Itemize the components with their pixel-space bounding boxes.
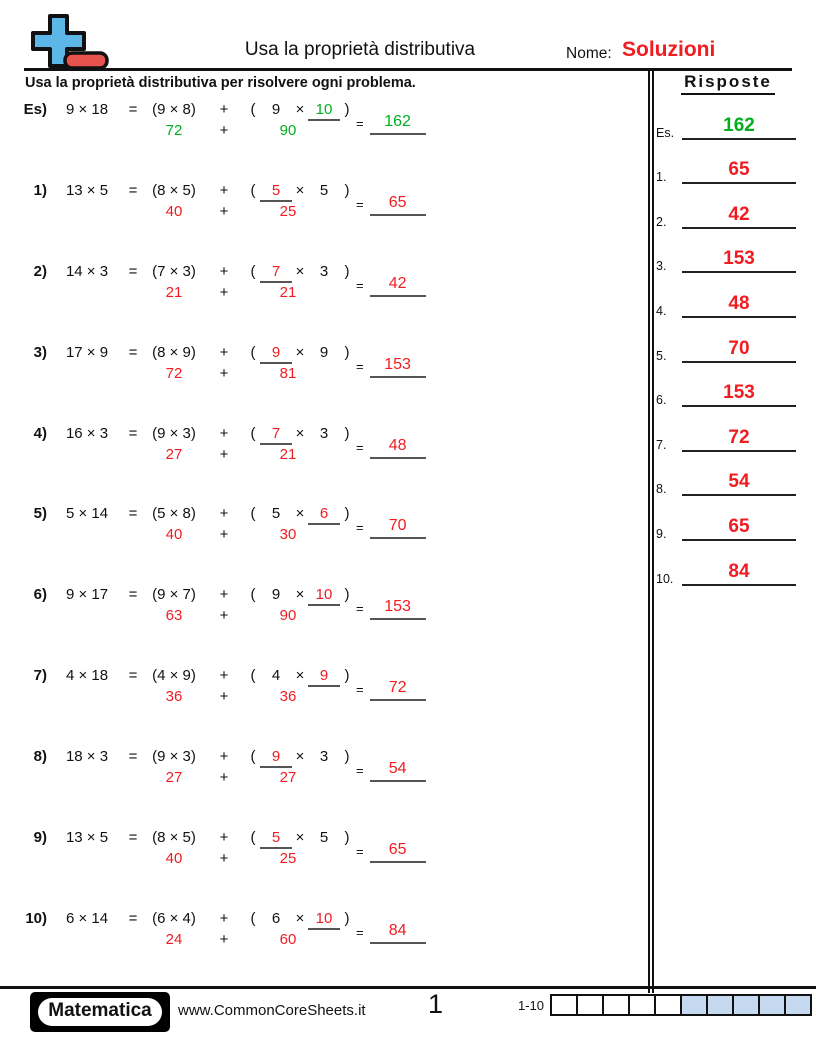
answer-entry-value: 42 — [682, 204, 796, 229]
equals-sign: = — [128, 505, 138, 523]
name-value: Soluzioni — [622, 38, 716, 61]
equals-sign: = — [128, 829, 138, 847]
equals-sign: = — [128, 667, 138, 685]
second-operand: 5 — [319, 829, 329, 847]
answer-value: 54 — [370, 760, 426, 782]
answer-entry-value: 70 — [682, 338, 796, 363]
answer-value: 70 — [370, 517, 426, 539]
plus-sign: + — [219, 769, 229, 787]
partial-product-1: 24 — [165, 930, 183, 948]
equals-sign: = — [128, 586, 138, 604]
answer-entry-label: Es. — [656, 125, 675, 140]
problem-row — [20, 747, 460, 828]
answer-entry — [656, 363, 796, 408]
website-url: www.CommonCoreSheets.it — [178, 1002, 366, 1019]
problem-expression: 13 × 5 — [65, 181, 109, 199]
spacer — [20, 283, 146, 302]
problem-answer — [356, 760, 426, 782]
problem-answer — [356, 841, 426, 863]
footer-divider-line — [0, 986, 816, 989]
spacer — [20, 930, 146, 949]
plus-sign: + — [219, 101, 229, 118]
equals-sign: = — [128, 262, 138, 280]
partial-product-1: 72 — [165, 364, 183, 382]
plus-sign: + — [219, 607, 229, 625]
equals-sign: = — [356, 601, 364, 617]
equals-sign: = — [356, 763, 364, 779]
right-paren: ) — [344, 667, 350, 685]
equals-sign: = — [128, 909, 138, 927]
known-product-expression: (6 × 4) — [152, 909, 196, 927]
partial-product-1: 27 — [165, 769, 183, 787]
answer-entry — [656, 184, 796, 229]
problem-number: 5) — [33, 505, 47, 523]
problem-row — [20, 343, 460, 424]
equals-sign: = — [128, 181, 138, 199]
score-range-label: 1-10 — [517, 997, 544, 1013]
score-cell — [602, 996, 628, 1014]
equals-sign: = — [356, 116, 364, 131]
known-product-expression: (9 × 7) — [152, 586, 196, 604]
partial-product-1: 40 — [165, 526, 183, 544]
known-product-expression: (8 × 9) — [152, 343, 196, 361]
answer-value: 162 — [370, 113, 426, 135]
plus-sign: + — [219, 424, 229, 442]
name-label: Nome: — [566, 45, 612, 62]
plus-sign: + — [219, 909, 229, 927]
right-paren: ) — [344, 829, 350, 847]
equals-sign: = — [356, 520, 364, 536]
answer-entry-label: 8. — [656, 482, 667, 497]
brand-logo — [30, 992, 170, 1032]
spacer — [20, 606, 146, 625]
partial-product-2: 36 — [279, 688, 297, 706]
right-paren: ) — [344, 505, 350, 523]
score-bar — [518, 994, 812, 1016]
problem-answer — [356, 922, 426, 944]
score-cell — [706, 996, 732, 1014]
problem-row — [20, 504, 460, 585]
problem-answer — [356, 275, 426, 297]
left-paren: ( — [250, 343, 256, 361]
problem-answer — [356, 437, 426, 459]
left-paren: ( — [250, 424, 256, 442]
problem-answer — [356, 679, 426, 701]
first-operand: 7 — [260, 262, 292, 283]
score-cell — [576, 996, 602, 1014]
known-product-expression: (8 × 5) — [152, 181, 196, 199]
partial-product-2: 60 — [279, 930, 297, 948]
second-operand: 6 — [308, 504, 340, 525]
problem-row — [20, 262, 460, 343]
plus-sign: + — [219, 122, 229, 139]
plus-sign: + — [219, 526, 229, 544]
plus-sign: + — [219, 202, 229, 220]
problem-number: 4) — [33, 424, 47, 442]
answer-value: 153 — [370, 356, 426, 378]
problem-answer — [356, 113, 426, 135]
answer-value: 65 — [370, 194, 426, 216]
plus-sign: + — [219, 445, 229, 463]
equals-sign: = — [356, 196, 364, 212]
problem-row — [20, 181, 460, 262]
answer-entry — [656, 229, 796, 274]
problem-expression: 9 × 17 — [65, 586, 109, 604]
plus-sign: + — [219, 930, 229, 948]
problem-expression: 14 × 3 — [65, 262, 109, 280]
problem-answer — [356, 517, 426, 539]
plus-sign: + — [219, 748, 229, 766]
right-paren: ) — [344, 909, 350, 927]
left-paren: ( — [250, 262, 256, 280]
problems-list — [20, 100, 460, 990]
problem-row — [20, 828, 460, 909]
problem-answer — [356, 194, 426, 216]
known-product-expression: (9 × 8) — [152, 101, 196, 118]
answer-entry — [656, 496, 796, 541]
problem-expression: 4 × 18 — [65, 667, 109, 685]
answer-entry-value: 162 — [682, 115, 796, 140]
answer-entry — [656, 407, 796, 452]
answer-entry-value: 65 — [682, 516, 796, 541]
plus-sign: + — [219, 343, 229, 361]
brand-name: Matematica — [38, 998, 162, 1026]
times-sign: × — [295, 667, 305, 685]
answer-entry-label: 5. — [656, 348, 667, 363]
equals-sign: = — [356, 439, 364, 455]
problem-row — [20, 100, 460, 181]
instruction-text: Usa la proprietà distributiva per risolvere ogni problema. — [25, 75, 416, 91]
problem-number: 1) — [33, 181, 47, 199]
answer-value: 84 — [370, 922, 426, 944]
spacer — [20, 768, 146, 787]
problem-expression: 18 × 3 — [65, 748, 109, 766]
problem-number: 9) — [33, 829, 47, 847]
answer-entry-label: 4. — [656, 303, 667, 318]
spacer — [20, 687, 146, 706]
score-cell — [680, 996, 706, 1014]
second-operand: 9 — [319, 343, 329, 361]
problem-number: 6) — [33, 586, 47, 604]
answer-value: 72 — [370, 679, 426, 701]
score-cell — [758, 996, 784, 1014]
problem-row — [20, 424, 460, 505]
answers-list — [656, 95, 796, 586]
answers-title: Risposte — [681, 72, 775, 95]
right-paren: ) — [344, 181, 350, 199]
times-sign: × — [295, 829, 305, 847]
partial-product-1: 27 — [165, 445, 183, 463]
answers-header — [660, 72, 796, 95]
answer-value: 48 — [370, 437, 426, 459]
plus-sign: + — [219, 688, 229, 706]
times-sign: × — [295, 181, 305, 199]
problem-number: 10) — [25, 909, 47, 927]
right-paren: ) — [344, 424, 350, 442]
equals-sign: = — [128, 101, 138, 118]
answer-entry-value: 65 — [682, 159, 796, 184]
answer-value: 65 — [370, 841, 426, 863]
partial-product-1: 72 — [165, 122, 183, 139]
second-operand: 10 — [308, 100, 340, 121]
problem-number: 8) — [33, 748, 47, 766]
partial-product-1: 36 — [165, 688, 183, 706]
spacer — [20, 202, 146, 221]
equals-sign: = — [128, 424, 138, 442]
plus-sign: + — [219, 262, 229, 280]
left-paren: ( — [250, 181, 256, 199]
answer-entry-label: 7. — [656, 437, 667, 452]
answer-value: 153 — [370, 598, 426, 620]
second-operand: 10 — [308, 909, 340, 930]
times-sign: × — [295, 748, 305, 766]
problem-number: 2) — [33, 262, 47, 280]
times-sign: × — [295, 586, 305, 604]
first-operand: 9 — [260, 343, 292, 364]
score-cell — [552, 996, 576, 1014]
score-cell — [784, 996, 810, 1014]
problem-expression: 17 × 9 — [65, 343, 109, 361]
first-operand: 7 — [260, 424, 292, 445]
plus-sign: + — [219, 283, 229, 301]
answer-entry-value: 72 — [682, 427, 796, 452]
equals-sign: = — [128, 748, 138, 766]
score-table — [550, 994, 812, 1016]
equals-sign: = — [356, 682, 364, 698]
score-cell — [628, 996, 654, 1014]
right-paren: ) — [344, 262, 350, 280]
problem-number: Es) — [23, 101, 47, 118]
second-operand: 3 — [319, 262, 329, 280]
second-operand: 3 — [319, 748, 329, 766]
problem-expression: 6 × 14 — [65, 909, 109, 927]
plus-sign: + — [219, 505, 229, 523]
answer-entry — [656, 541, 796, 586]
spacer — [20, 121, 146, 140]
left-paren: ( — [250, 748, 256, 766]
partial-product-2: 81 — [279, 364, 297, 382]
times-sign: × — [295, 505, 305, 523]
problem-expression: 9 × 18 — [65, 101, 109, 118]
score-cell — [732, 996, 758, 1014]
times-sign: × — [295, 424, 305, 442]
answer-value: 42 — [370, 275, 426, 297]
page-title: Usa la proprietà distributiva — [244, 39, 476, 60]
equals-sign: = — [356, 844, 364, 860]
plus-sign: + — [219, 667, 229, 685]
plus-sign: + — [219, 850, 229, 868]
score-cell — [654, 996, 680, 1014]
answer-entry-value: 84 — [682, 561, 796, 586]
partial-product-1: 40 — [165, 850, 183, 868]
first-operand: 4 — [271, 667, 281, 685]
problem-expression: 16 × 3 — [65, 424, 109, 442]
answer-entry-label: 2. — [656, 214, 667, 229]
problem-row — [20, 666, 460, 747]
problem-expression: 5 × 14 — [65, 505, 109, 523]
problem-number: 3) — [33, 343, 47, 361]
times-sign: × — [295, 343, 305, 361]
left-paren: ( — [250, 909, 256, 927]
right-paren: ) — [344, 586, 350, 604]
answer-entry-value: 48 — [682, 293, 796, 318]
answer-entry — [656, 452, 796, 497]
equals-sign: = — [356, 924, 364, 940]
plus-sign: + — [219, 586, 229, 604]
known-product-expression: (4 × 9) — [152, 667, 196, 685]
problem-number: 7) — [33, 667, 47, 685]
left-paren: ( — [250, 829, 256, 847]
spacer — [20, 364, 146, 383]
first-operand: 5 — [260, 828, 292, 849]
known-product-expression: (5 × 8) — [152, 505, 196, 523]
answer-entry-label: 9. — [656, 526, 667, 541]
known-product-expression: (7 × 3) — [152, 262, 196, 280]
answer-entry-label: 3. — [656, 259, 667, 274]
first-operand: 9 — [271, 586, 281, 604]
known-product-expression: (8 × 5) — [152, 829, 196, 847]
partial-product-1: 63 — [165, 607, 183, 625]
second-operand: 9 — [308, 666, 340, 687]
answer-entry — [656, 95, 796, 140]
equals-sign: = — [356, 277, 364, 293]
partial-product-2: 21 — [279, 445, 297, 463]
answer-entry — [656, 318, 796, 363]
partial-product-2: 90 — [279, 607, 297, 625]
partial-product-2: 25 — [279, 202, 297, 220]
times-sign: × — [295, 909, 305, 927]
partial-product-2: 25 — [279, 850, 297, 868]
first-operand: 5 — [271, 505, 281, 523]
problem-answer — [356, 598, 426, 620]
spacer — [20, 525, 146, 544]
first-operand: 9 — [260, 747, 292, 768]
plus-sign: + — [219, 829, 229, 847]
left-paren: ( — [250, 101, 256, 118]
answer-entry-value: 54 — [682, 471, 796, 496]
header-divider-line — [24, 68, 792, 71]
answer-entry-value: 153 — [682, 382, 796, 407]
known-product-expression: (9 × 3) — [152, 424, 196, 442]
answer-entry — [656, 140, 796, 185]
problem-row — [20, 585, 460, 666]
right-paren: ) — [344, 343, 350, 361]
spacer — [20, 849, 146, 868]
partial-product-2: 90 — [279, 122, 297, 139]
second-operand: 3 — [319, 424, 329, 442]
partial-product-2: 30 — [279, 526, 297, 544]
right-paren: ) — [344, 101, 350, 118]
page-number: 1 — [428, 989, 444, 1019]
partial-product-1: 40 — [165, 202, 183, 220]
plus-sign: + — [219, 181, 229, 199]
answer-entry-label: 1. — [656, 170, 667, 185]
equals-sign: = — [128, 343, 138, 361]
problem-expression: 13 × 5 — [65, 829, 109, 847]
answer-entry-label: 10. — [656, 571, 674, 586]
left-paren: ( — [250, 505, 256, 523]
known-product-expression: (9 × 3) — [152, 748, 196, 766]
first-operand: 6 — [271, 909, 281, 927]
times-sign: × — [295, 101, 305, 118]
equals-sign: = — [356, 358, 364, 374]
left-paren: ( — [250, 586, 256, 604]
second-operand: 5 — [319, 181, 329, 199]
partial-product-2: 21 — [279, 283, 297, 301]
partial-product-1: 21 — [165, 283, 183, 301]
problem-row — [20, 909, 460, 990]
answer-entry-label: 6. — [656, 393, 667, 408]
first-operand: 9 — [271, 101, 281, 118]
spacer — [20, 445, 146, 464]
problem-answer — [356, 356, 426, 378]
plus-sign: + — [219, 364, 229, 382]
right-paren: ) — [344, 748, 350, 766]
answer-entry-value: 153 — [682, 248, 796, 273]
second-operand: 10 — [308, 585, 340, 606]
answer-entry — [656, 273, 796, 318]
left-paren: ( — [250, 667, 256, 685]
first-operand: 5 — [260, 181, 292, 202]
partial-product-2: 27 — [279, 769, 297, 787]
sidebar-divider-line — [648, 70, 654, 993]
times-sign: × — [295, 262, 305, 280]
